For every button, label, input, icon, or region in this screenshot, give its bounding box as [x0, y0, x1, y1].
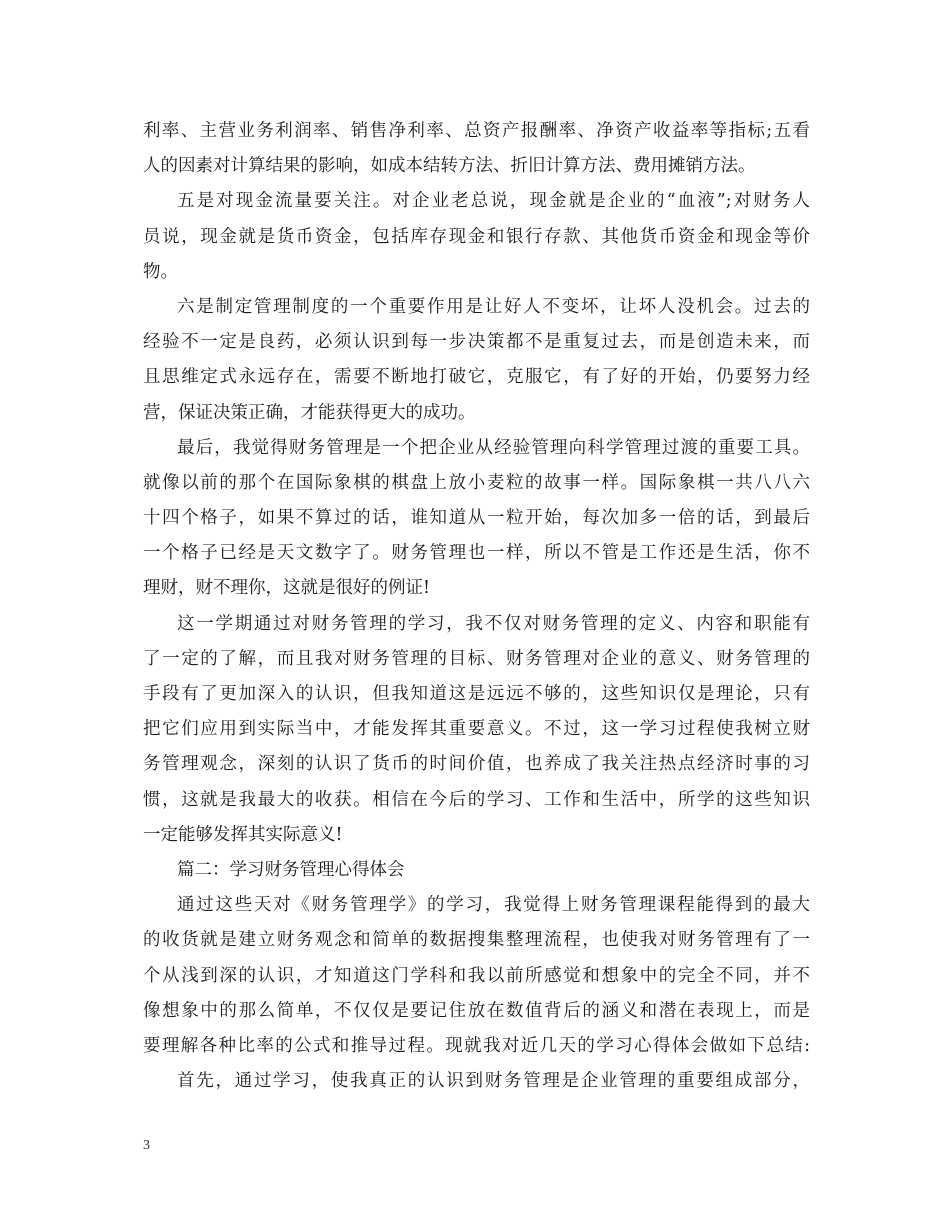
text-line: 把它们应用到实际当中，才能发挥其重要意义。不过，这一学习过程使我树立财	[143, 719, 810, 740]
paragraph-start-line: 五是对现金流量要关注。对企业老总说，现金就是企业的“血液”;对财务人	[177, 191, 810, 212]
text-line: 人的因素对计算结果的影响，如成本结转方法、折旧计算方法、费用摊销方法。	[143, 156, 756, 177]
paragraph-start-line: 最后，我觉得财务管理是一个把企业从经验管理向科学管理过渡的重要工具。	[177, 437, 810, 458]
text-line: 一个格子已经是天文数字了。财务管理也一样，所以不管是工作还是生活，你不	[143, 543, 810, 564]
text-line: 十四个格子，如果不算过的话，谁知道从一粒开始，每次加多一倍的话，到最后	[143, 508, 810, 529]
text-line: 要理解各种比率的公式和推导过程。现就我对近几天的学习心得体会做如下总结:	[143, 1035, 810, 1056]
text-line: 务管理观念，深刻的认识了货币的时间价值，也养成了我关注热点经济时事的习	[143, 754, 810, 775]
paragraph-start-line: 首先，通过学习，使我真正的认识到财务管理是企业管理的重要组成部分，	[177, 1071, 810, 1092]
text-line: 了一定的了解，而且我对财务管理的目标、财务管理对企业的意义、财务管理的	[143, 648, 810, 669]
text-line: 营，保证决策正确，才能获得更大的成功。	[143, 402, 476, 423]
text-line: 就像以前的那个在国际象棋的棋盘上放小麦粒的故事一样。国际象棋一共八八六	[143, 472, 810, 493]
text-line: 物。	[143, 261, 178, 282]
text-line: 手段有了更加深入的认识，但我知道这是远远不够的，这些知识仅是理论，只有	[143, 684, 810, 704]
paragraph-start-line: 通过这些天对《财务管理学》的学习，我觉得上财务管理课程能得到的最大	[177, 895, 810, 916]
text-line: 员说，现金就是货币资金，包括库存现金和银行存款、其他货币资金和现金等价	[143, 226, 810, 247]
text-line: 一定能够发挥其实际意义!	[143, 824, 343, 845]
text-line: 利率、主营业务利润率、销售净利率、总资产报酬率、净资产收益率等指标;五看	[143, 121, 810, 141]
text-line: 个从浅到深的认识，才知道这门学科和我以前所感觉和想象中的完全不同，并不	[143, 965, 810, 986]
text-line: 理财，财不理你，这就是很好的例证!	[143, 578, 431, 599]
text-line: 经验不一定是良药，必须认识到每一步决策都不是重复过去，而是创造未来，而	[143, 332, 810, 353]
text-line: 且思维定式永远存在，需要不断地打破它，克服它，有了好的开始，仍要努力经	[143, 367, 810, 388]
body-text	[143, 114, 810, 1099]
paragraph-start-line: 这一学期通过对财务管理的学习，我不仅对财务管理的定义、内容和职能有	[177, 613, 810, 634]
text-line: 像想象中的那么简单，不仅仅是要记住放在数值背后的涵义和潜在表现上，而是	[143, 1000, 810, 1021]
text-line: 惯，这就是我最大的收获。相信在今后的学习、工作和生活中，所学的这些知识	[143, 789, 810, 810]
text-line: 的收货就是建立财务观念和简单的数据搜集整理流程，也使我对财务管理有了一	[143, 930, 810, 951]
page-number: 3	[143, 1138, 150, 1153]
section-heading: 篇二：学习财务管理心得体会	[177, 859, 405, 880]
paragraph-start-line: 六是制定管理制度的一个重要作用是让好人不变坏，让坏人没机会。过去的	[177, 296, 810, 317]
